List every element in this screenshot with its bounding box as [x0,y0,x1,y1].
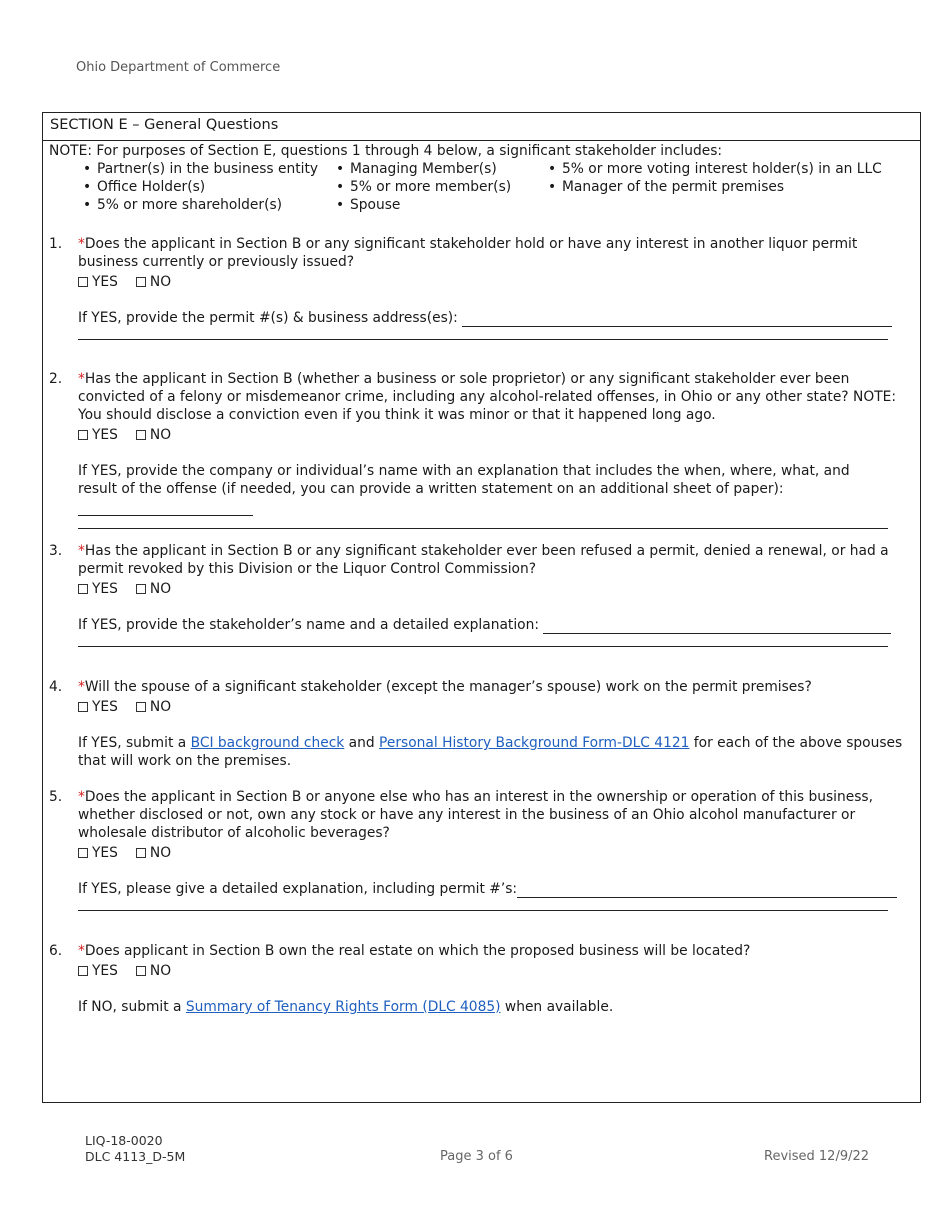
no-checkbox[interactable] [136,698,171,716]
bci-background-check-link[interactable]: BCI background check [190,735,345,751]
answer-field[interactable] [78,528,888,529]
no-label: NO [149,845,172,861]
checkbox-icon[interactable] [78,584,88,594]
list-item: • Partner(s) in the business entity [83,160,336,178]
question-number: 2. [49,371,63,387]
checkbox-icon[interactable] [78,430,88,440]
no-checkbox[interactable] [136,426,171,444]
followup-label: If YES, provide the stakeholder’s name and a detailed explanation: [78,617,539,633]
checkbox-icon[interactable] [136,702,146,712]
no-checkbox[interactable] [136,273,171,291]
followup-label: If YES, provide the permit #(s) & business address(es): [78,310,458,326]
section-body [43,142,920,1015]
yes-checkbox[interactable] [78,844,118,862]
personal-history-form-link[interactable]: Personal History Background Form-DLC 4121 [379,735,690,751]
question-text: Has the applicant in Section B or any significant stakeholder ever been refused a permit, denied a renewal, or had a permit revoked by this Division or the Liquor Control Commission? [78,543,889,577]
checkbox-icon[interactable] [136,277,146,287]
yes-checkbox[interactable] [78,962,118,980]
question-text: Does applicant in Section B own the real estate on which the proposed business will be located? [84,943,751,959]
followup-label: If NO, submit a [78,999,186,1015]
checkbox-icon[interactable] [136,430,146,440]
agency-name: Ohio Department of Commerce [76,60,281,75]
question-6 [49,942,914,1016]
question-4 [49,678,914,770]
yes-label: YES [92,845,118,861]
question-text: Does the applicant in Section B or any significant stakeholder hold or have any interest in another liquor permit business currently or previously issued? [78,236,858,270]
no-label: NO [149,427,172,443]
question-text: Will the spouse of a significant stakeholder (except the manager’s spouse) work on the permit premises? [84,679,812,695]
answer-field[interactable] [78,910,888,911]
list-item: • Spouse [336,196,548,214]
question-number: 6. [49,943,63,959]
no-checkbox[interactable] [136,962,171,980]
checkbox-icon[interactable] [136,848,146,858]
list-item: • Managing Member(s) [336,160,548,178]
no-label: NO [149,699,172,715]
list-item: • 5% or more member(s) [336,178,548,196]
form-identifiers [85,1133,185,1165]
required-marker: * [78,943,85,959]
answer-field[interactable] [462,311,892,327]
yes-label: YES [92,699,118,715]
stakeholder-list [83,160,920,214]
question-text: Has the applicant in Section B (whether a business or sole proprietor) or any significant stakeholder ever been convicted of a felony or misdemeanor crime, including any alcohol-related offenses, in Ohio or any other state? NOTE: You should disclose a conviction even if you think it was minor or that it happened long ago. [78,371,896,423]
question-number: 5. [49,789,63,805]
section-e-frame [42,112,921,1103]
checkbox-icon[interactable] [78,848,88,858]
no-checkbox[interactable] [136,844,171,862]
page-number: Page 3 of 6 [440,1149,513,1164]
answer-field[interactable] [517,882,897,898]
yes-label: YES [92,274,118,290]
no-label: NO [149,274,172,290]
checkbox-icon[interactable] [78,277,88,287]
followup-label: when available. [500,999,614,1015]
list-item: • Office Holder(s) [83,178,336,196]
form-code: DLC 4113_D-5M [85,1149,186,1164]
yes-label: YES [92,963,118,979]
question-5 [49,788,914,911]
tenancy-rights-form-link[interactable]: Summary of Tenancy Rights Form (DLC 4085) [185,999,501,1015]
answer-field[interactable] [78,646,888,647]
required-marker: * [78,371,85,387]
answer-field[interactable] [543,618,891,634]
question-text: Does the applicant in Section B or anyone else who has an interest in the ownership or operation of this business, whether disclosed or not, own any stock or have any interest in the business of an Ohio alcohol manufacturer or wholesale distributor of alcoholic beverages? [78,789,873,841]
answer-field[interactable] [78,500,253,516]
yes-checkbox[interactable] [78,698,118,716]
section-title: SECTION E – General Questions [43,113,920,141]
question-2 [49,370,914,529]
question-number: 3. [49,543,63,559]
checkbox-icon[interactable] [78,966,88,976]
revision-date: Revised 12/9/22 [764,1149,870,1164]
question-1 [49,235,914,340]
followup-label: If YES, please give a detailed explanation, including permit #’s: [78,881,518,897]
list-item: • Manager of the permit premises [548,178,878,196]
no-checkbox[interactable] [136,580,171,598]
list-item: • 5% or more shareholder(s) [83,196,336,214]
required-marker: * [78,789,85,805]
yes-checkbox[interactable] [78,273,118,291]
list-item: • 5% or more voting interest holder(s) in an LLC [548,160,878,178]
yes-checkbox[interactable] [78,426,118,444]
required-marker: * [78,679,85,695]
yes-checkbox[interactable] [78,580,118,598]
checkbox-icon[interactable] [136,966,146,976]
no-label: NO [149,963,172,979]
form-id: LIQ-18-0020 [85,1133,163,1148]
followup-label: If YES, provide the company or individual’s name with an explanation that includes the when, where, what, and result of the offense (if needed, you can provide a written statement on an additional sheet of paper): [78,463,850,497]
followup-label: If YES, submit a [78,735,191,751]
question-3 [49,542,914,647]
yes-label: YES [92,427,118,443]
stakeholder-note: NOTE: For purposes of Section E, questions 1 through 4 below, a significant stakeholder includes: [49,143,723,159]
required-marker: * [78,543,85,559]
answer-field[interactable] [78,339,888,340]
yes-label: YES [92,581,118,597]
checkbox-icon[interactable] [78,702,88,712]
followup-label: for each of the above spouses that will work on the premises. [78,735,903,769]
checkbox-icon[interactable] [136,584,146,594]
question-number: 4. [49,679,63,695]
required-marker: * [78,236,85,252]
question-number: 1. [49,236,63,252]
followup-label: and [344,735,380,751]
no-label: NO [149,581,172,597]
